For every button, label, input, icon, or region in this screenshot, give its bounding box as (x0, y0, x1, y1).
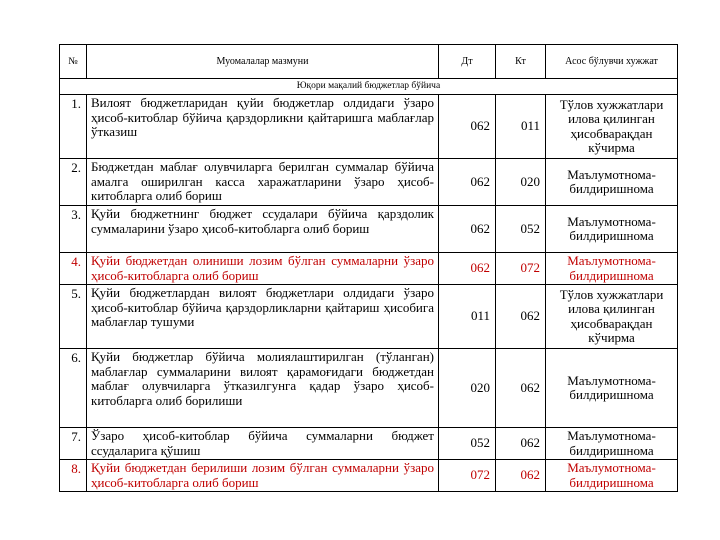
row-credit: 062 (496, 428, 546, 460)
row-credit: 062 (496, 349, 546, 428)
row-credit: 072 (496, 253, 546, 285)
row-credit: 062 (496, 285, 546, 349)
row-credit: 062 (496, 460, 546, 492)
header-row (60, 45, 678, 79)
row-description: Қуйи бюджетдан олиниши лозим бўлган суммаларни ўзаро ҳисоб-китобларга олиб бориш (87, 253, 439, 285)
row-description: Ўзаро ҳисоб-китоблар бўйича суммаларни бюджет ссудаларига қўшиш (87, 428, 439, 460)
row-debit: 062 (439, 206, 496, 253)
row-debit: 011 (439, 285, 496, 349)
row-description: Вилоят бюджетларидан қуйи бюджетлар олдидаги ўзаро ҳисоб-китоблар бўйича қарздорликни қайтаришга маблағлар ўтказиш (87, 95, 439, 159)
row-basis-document: Маълумотнома-билдиришнома (546, 460, 678, 492)
row-description: Бюджетдан маблағ олувчиларга берилган суммалар бўйича амалга оширилган касса харажатларини ўзаро ҳисоб-китобларга олиб бориш (87, 159, 439, 206)
row-number: 8. (60, 460, 87, 492)
row-basis-document: Маълумотнома-билдиришнома (546, 349, 678, 428)
row-basis-document: Маълумотнома-билдиришнома (546, 428, 678, 460)
row-number: 1. (60, 95, 87, 159)
table-row (60, 349, 678, 428)
transactions-table (59, 44, 678, 492)
header-no: № (60, 45, 87, 79)
row-number: 2. (60, 159, 87, 206)
row-credit: 011 (496, 95, 546, 159)
table-row (60, 159, 678, 206)
table-row (60, 95, 678, 159)
row-debit: 062 (439, 95, 496, 159)
row-description: Қуйи бюджетдан берилиши лозим бўлган суммаларни ўзаро ҳисоб-китобларга олиб бориш (87, 460, 439, 492)
table-row (60, 460, 678, 492)
row-credit: 020 (496, 159, 546, 206)
section-title: Юқори мақалий бюджетлар бўйича (60, 79, 678, 95)
row-debit: 020 (439, 349, 496, 428)
row-debit: 072 (439, 460, 496, 492)
table-row (60, 428, 678, 460)
row-number: 5. (60, 285, 87, 349)
row-basis-document: Тўлов хужжатлари илова қилинган ҳисобварақдан кўчирма (546, 285, 678, 349)
table-row (60, 206, 678, 253)
row-number: 7. (60, 428, 87, 460)
row-description: Қуйи бюджетнинг бюджет ссудалари бўйича қарздолик суммаларини ўзаро ҳисоб-китобларга олиб бориш (87, 206, 439, 253)
row-basis-document: Тўлов хужжатлари илова қилинган ҳисобварақдан кўчирма (546, 95, 678, 159)
row-basis-document: Маълумотнома-билдиришнома (546, 159, 678, 206)
section-row (60, 79, 678, 95)
row-debit: 062 (439, 159, 496, 206)
row-debit: 062 (439, 253, 496, 285)
row-number: 3. (60, 206, 87, 253)
table-row (60, 253, 678, 285)
row-debit: 052 (439, 428, 496, 460)
header-basis: Асос бўлувчи хужжат (546, 45, 678, 79)
row-description: Қуйи бюджетлардан вилоят бюджетлари олдидаги ўзаро ҳисоб-китоблар бўйича қарздорликларни қайтариш ҳисобига маблағлар тушуми (87, 285, 439, 349)
header-kt: Кт (496, 45, 546, 79)
header-content: Муомалалар мазмуни (87, 45, 439, 79)
row-credit: 052 (496, 206, 546, 253)
table-row (60, 285, 678, 349)
row-basis-document: Маълумотнома-билдиришнома (546, 206, 678, 253)
row-basis-document: Маълумотнома-билдиришнома (546, 253, 678, 285)
row-number: 4. (60, 253, 87, 285)
header-dt: Дт (439, 45, 496, 79)
row-number: 6. (60, 349, 87, 428)
row-description: Қуйи бюджетлар бўйича молиялаштирилган (тўланган) маблағлар суммаларини вилоят қарамоғидаги бюджетдан маблағ олувчиларга ўтказилгунга қадар ўзаро ҳисоб-китобларга олиб борилиши (87, 349, 439, 428)
